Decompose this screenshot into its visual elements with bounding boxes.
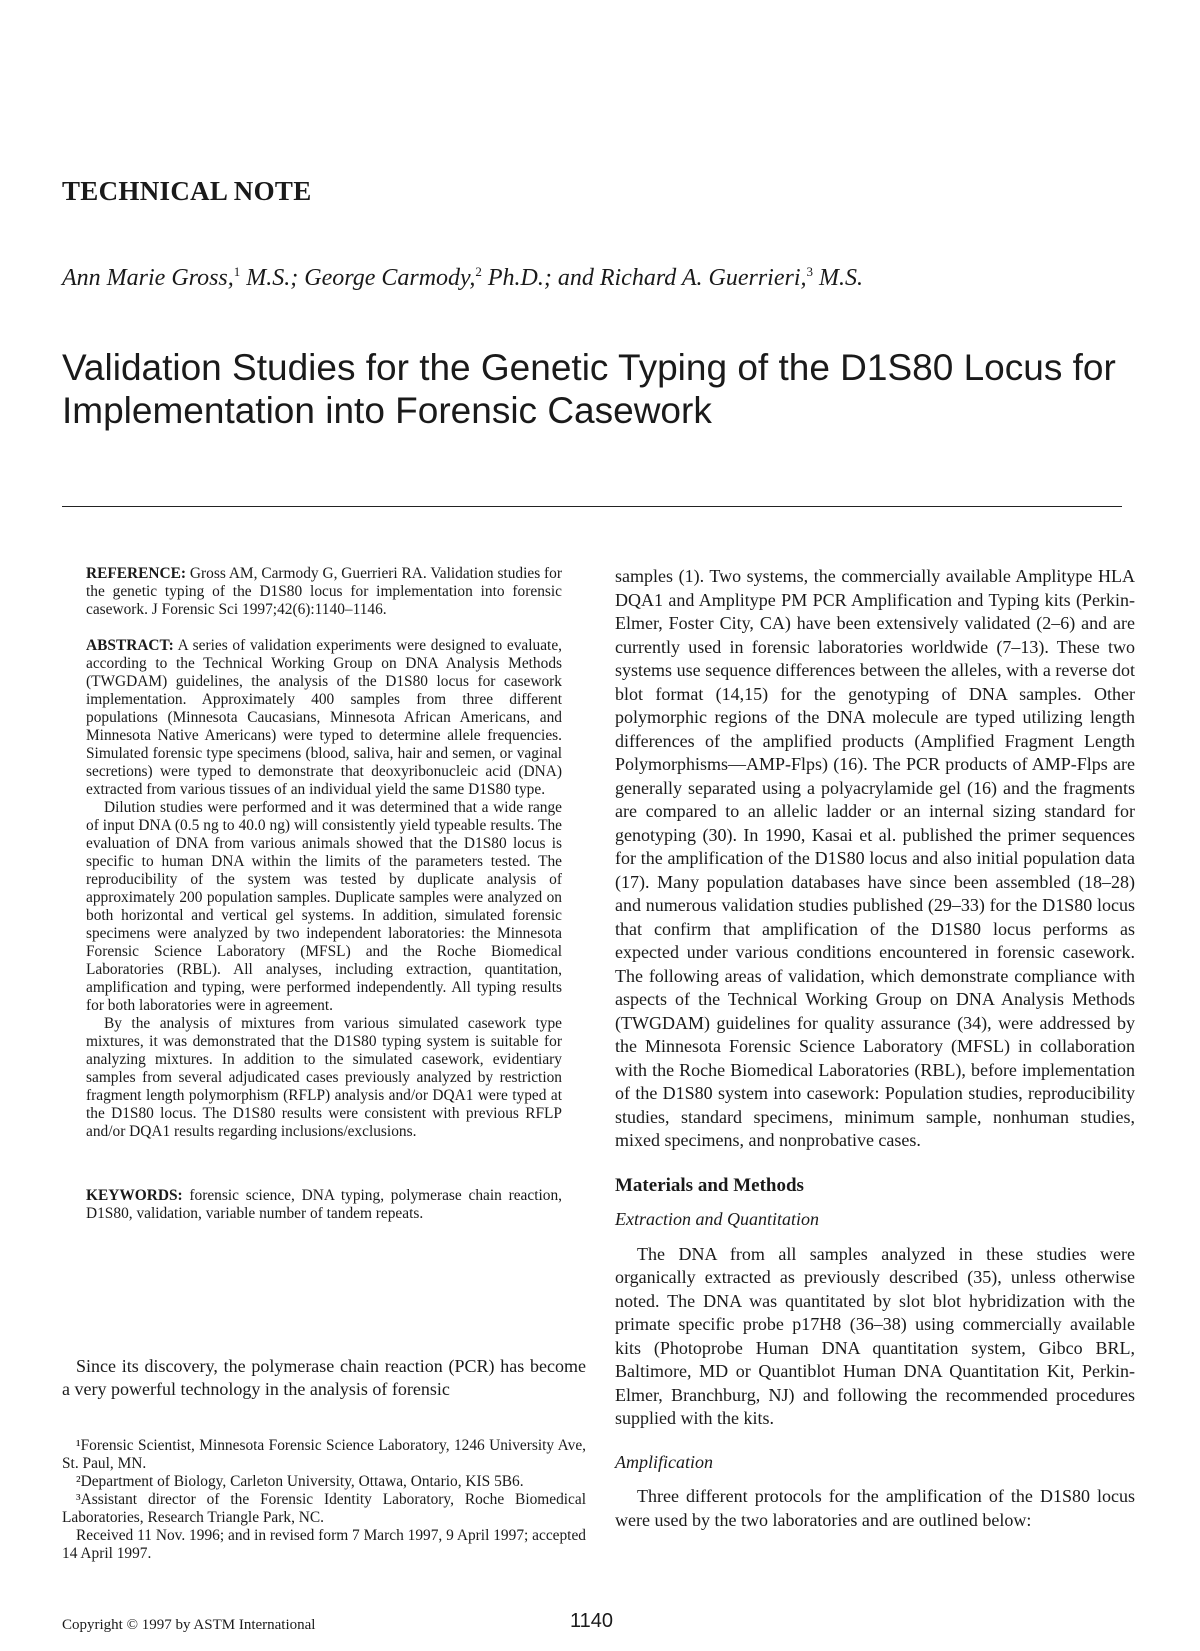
reference-paragraph xyxy=(86,565,562,619)
author-affiliation-mark: 2 xyxy=(475,264,482,279)
copyright-notice: Copyright © 1997 by ASTM International xyxy=(62,1617,316,1633)
author-affiliation-mark: 3 xyxy=(806,264,813,279)
footnote: Received 11 Nov. 1996; and in revised form 7 March 1997, 9 April 1997; accepted 14 April 1997. xyxy=(62,1527,586,1562)
footnote: ¹Forensic Scientist, Minnesota Forensic Science Laboratory, 1246 University Ave, St. Paul, MN. xyxy=(62,1437,586,1472)
section-label: TECHNICAL NOTE xyxy=(62,176,312,206)
intro-paragraph: Since its discovery, the polymerase chain reaction (PCR) has become a very powerful technology in the analysis of forensic xyxy=(62,1356,586,1399)
keywords-text: forensic science, DNA typing, polymerase chain reaction, D1S80, validation, variable number of tandem repeats. xyxy=(86,1187,562,1222)
footnotes xyxy=(62,1437,586,1563)
abstract-paragraph xyxy=(86,637,562,799)
body-paragraph: The DNA from all samples analyzed in these studies were organically extracted as previously described (35), unless otherwise noted. The DNA was quantitated by slot blot hybridization with the primate specific probe p17H8 (36–38) using commercially available kits (Photoprobe Human DNA quantitation system, Gibco BRL, Baltimore, MD or Quantiblot Human DNA Quantitation Kit, Perkin-Elmer, Branchburg, NJ) and following the recommended procedures supplied with the kits. xyxy=(615,1243,1135,1428)
subsection-heading: Extraction and Quantitation xyxy=(615,1209,819,1229)
footnote: ²Department of Biology, Carleton University, Ottawa, Ontario, KIS 5B6. xyxy=(76,1473,524,1490)
body-paragraph: Three different protocols for the amplification of the D1S80 locus were used by the two laboratories and are outlined below: xyxy=(615,1486,1135,1530)
section-heading: Materials and Methods xyxy=(615,1174,804,1196)
author-name: George Carmody, xyxy=(304,265,476,291)
keywords-paragraph xyxy=(86,1187,562,1223)
author-degree: M.S.; xyxy=(240,265,305,291)
footnote: ³Assistant director of the Forensic Identity Laboratory, Roche Biomedical Laboratories, Research Triangle Park, NC. xyxy=(62,1491,586,1526)
keywords-label: KEYWORDS: xyxy=(86,1187,183,1204)
abstract-paragraph: Dilution studies were performed and it was determined that a wide range of input DNA (0.5 ng to 40.0 ng) will consistently yield typeable results. The evaluation of DNA from various animals showed that the D1S80 locus is specific to human DNA within the limits of the parameters tested. The reproducibility of the system was tested by duplicate analysis of approximately 200 population samples. Duplicate samples were analyzed on both horizontal and vertical gel systems. In addition, simulated forensic specimens were analyzed by two independent laboratories: the Minnesota Forensic Science Laboratory (MFSL) and the Roche Biomedical Laboratories (RBL). All analyses, including extraction, quantitation, amplification and typing, were performed independently. All typing results for both laboratories were in agreement. xyxy=(86,799,562,1014)
right-column xyxy=(615,565,1135,1532)
abstract-paragraph: By the analysis of mixtures from various simulated casework type mixtures, it was demonstrated that the D1S80 typing system is suitable for analyzing mixtures. In addition to the simulated casework, evidentiary samples from several adjudicated cases previously analyzed by restriction fragment length polymorphism (RFLP) analysis and/or DQA1 were typed at the D1S80 locus. The D1S80 results were consistent with previous RFLP and/or DQA1 results regarding inclusions/exclusions. xyxy=(86,1015,562,1140)
abstract-block xyxy=(86,565,562,1223)
article-title: Validation Studies for the Genetic Typing of the D1S80 Locus for Implementation into Forensic Casework xyxy=(62,347,1116,431)
body-paragraph: samples (1). Two systems, the commercially available Amplitype HLA DQA1 and Amplitype PM PCR Amplification and Typing kits (Perkin-Elmer, Foster City, CA) have been extensively validated (2–6) and are currently used in forensic laboratories worldwide (7–13). These two systems use sequence differences between the alleles, with a reverse dot blot format (14,15) for the genotyping of DNA samples. Other polymorphic regions of the DNA molecule are typed utilizing length differences of the amplified products (Amplified Fragment Length Polymorphisms—AMP-Flps) (16). The PCR products of AMP-Flps are generally separated using a polyacrylamide gel (16) and the fragments are compared to an allelic ladder or an internal sizing standard for genotyping (30). In 1990, Kasai et al. published the primer sequences for the amplification of the D1S80 locus and also initial population data (17). Many population databases have since been assembled (18–28) and numerous validation studies published (29–33) for the D1S80 locus that confirm that amplification of the D1S80 locus performs as expected under various conditions encountered in forensic casework. The following areas of validation, which demonstrate compliance with aspects of the Technical Working Group on DNA Analysis Methods (TWGDAM) guidelines for quality assurance (34), were addressed by the Minnesota Forensic Science Laboratory (MFSL) in collaboration with the Roche Biomedical Laboratories (RBL), before implementation of the D1S80 system into casework: Population studies, reproducibility studies, standard specimens, minimum sample, nonhuman studies, mixed specimens, and nonprobative cases. xyxy=(615,566,1135,1150)
author-degree: M.S. xyxy=(813,265,863,291)
reference-label: REFERENCE: xyxy=(86,565,187,582)
subsection-heading: Amplification xyxy=(615,1451,713,1472)
author-affiliation-mark: 1 xyxy=(233,264,241,279)
author-name: Ann Marie Gross, xyxy=(62,265,234,291)
author-line xyxy=(62,264,863,292)
page-number: 1140 xyxy=(570,1610,614,1632)
reference-text: Gross AM, Carmody G, Guerrieri RA. Validation studies for the genetic typing of the D1S80 locus for implementation into forensic casework. J Forensic Sci 1997;42(6):1140–1146. xyxy=(86,565,562,618)
author-degree: Ph.D.; and xyxy=(481,265,600,291)
abstract-label: ABSTRACT: xyxy=(86,637,174,654)
abstract-text: A series of validation experiments were designed to evaluate, according to the Technical Working Group on DNA Analysis Methods (TWGDAM) guidelines, the analysis of the D1S80 locus for casework implementation. Approximately 400 samples from three different populations (Minnesota Caucasians, Minnesota African Americans, and Minnesota Native Americans) were typed to determine allele frequencies. Simulated forensic type specimens (blood, saliva, hair and semen, or vaginal secretions) were typed to demonstrate that deoxyribonucleic acid (DNA) extracted from various tissues of an individual yield the same D1S80 type. xyxy=(86,637,562,798)
title-divider xyxy=(62,506,1122,507)
author-name: Richard A. Guerrieri, xyxy=(599,265,807,291)
